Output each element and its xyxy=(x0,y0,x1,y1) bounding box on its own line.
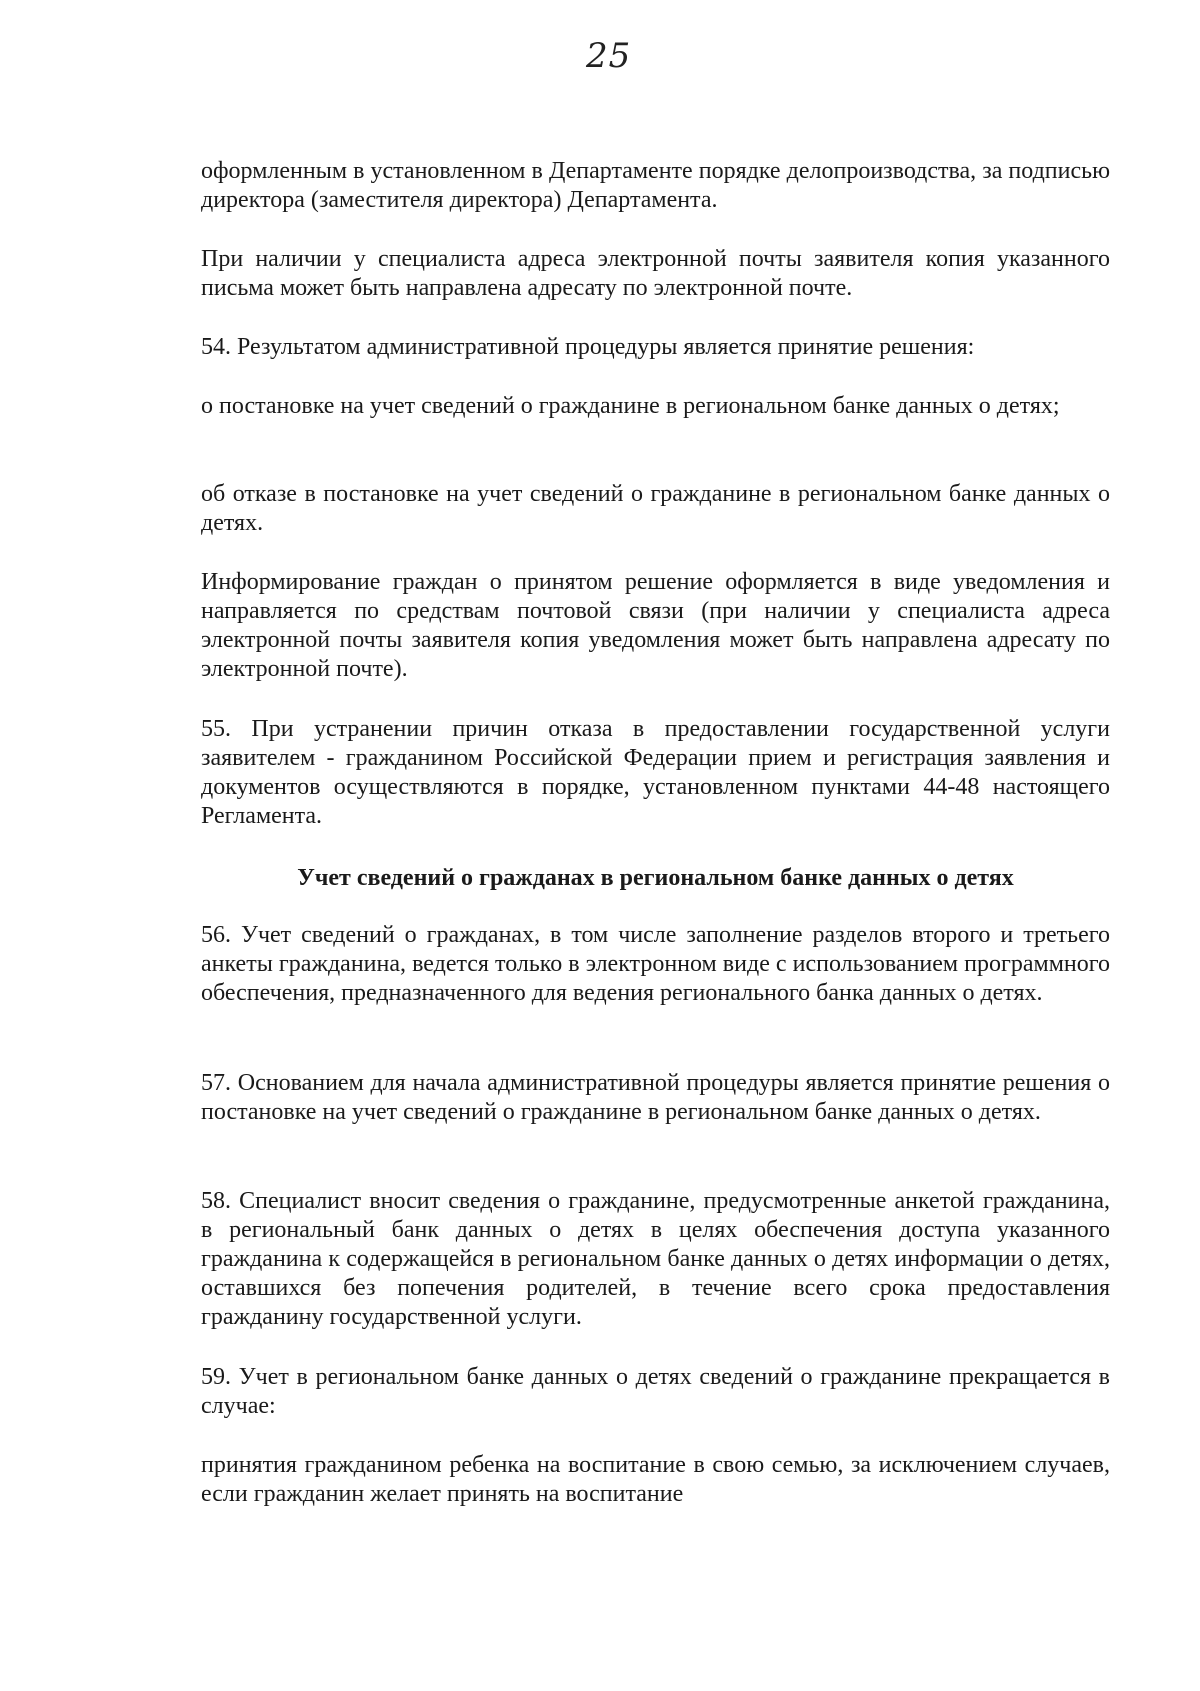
page-number: 25 xyxy=(586,36,632,76)
paragraph-58: 58. Специалист вносит сведения о гражданине, предусмотренные анкетой гражданина, в региональный банк данных о детях в целях обеспечения доступа указанного гражданина к содержащейся в региональном банке данных о детях информации о детях, оставшихся без попечения родителей, в течение всего срока предоставления гражданину государственной услуги. xyxy=(201,1188,1110,1330)
paragraph-56: 56. Учет сведений о гражданах, в том числе заполнение разделов второго и третьего анкеты гражданина, ведется только в электронном виде с использованием программного обеспечения, предназначенного для ведения регионального банка данных о детях. xyxy=(201,922,1110,1006)
paragraph-55: 55. При устранении причин отказа в предоставлении государственной услуги заявителем - гражданином Российской Федерации прием и регистрация заявления и документов осуществляются в порядке, установленном пунктами 44-48 настоящего Регламента. xyxy=(201,716,1110,829)
paragraph-54: 54. Результатом административной процедуры является принятие решения: xyxy=(201,334,975,360)
paragraph-59: 59. Учет в региональном банке данных о детях сведений о гражданине прекращается в случае: xyxy=(201,1364,1110,1419)
paragraph-59-item: принятия гражданином ребенка на воспитание в свою семью, за исключением случаев, если гражданин желает принять на воспитание xyxy=(201,1452,1110,1507)
paragraph-decision-refuse: об отказе в постановке на учет сведений о гражданине в региональном банке данных о детях. xyxy=(201,481,1110,536)
paragraph-57: 57. Основанием для начала административной процедуры является принятие решения о постановке на учет сведений о гражданине в региональном банке данных о детях. xyxy=(201,1070,1110,1125)
paragraph-informing: Информирование граждан о принятом решение оформляется в виде уведомления и направляется по средствам почтовой связи (при наличии у специалиста адреса электронной почты заявителя копия уведомления может быть направлена адресату по электронной почте). xyxy=(201,569,1110,682)
paragraph-decision-register: о постановке на учет сведений о гражданине в региональном банке данных о детях; xyxy=(201,393,1060,419)
paragraph-continuation: оформленным в установленном в Департаменте порядке делопроизводства, за подписью директора (заместителя директора) Департамента. xyxy=(201,158,1110,213)
paragraph-email-copy: При наличии у специалиста адреса электронной почты заявителя копия указанного письма может быть направлена адресату по электронной почте. xyxy=(201,246,1110,301)
section-heading: Учет сведений о гражданах в региональном банке данных о детях xyxy=(297,865,1014,891)
